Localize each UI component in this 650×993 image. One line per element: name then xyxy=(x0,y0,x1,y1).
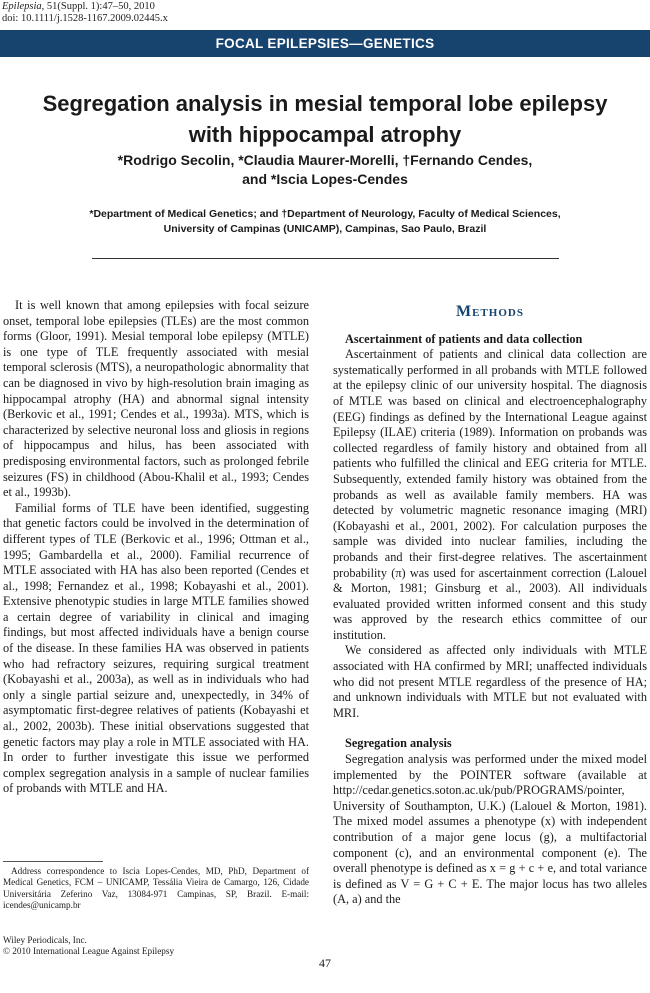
section-gap xyxy=(333,721,647,736)
journal-name: Epilepsia xyxy=(2,1,42,12)
affiliation-line-1: *Department of Medical Genetics; and †Department of Neurology, Faculty of Medical Sciences, xyxy=(89,208,561,220)
copyright-line: © 2010 International League Against Epilepsy xyxy=(3,946,175,957)
footnote-divider xyxy=(3,861,103,862)
authors-line-1: *Rodrigo Secolin, *Claudia Maurer-Morelli, †Fernando Cendes, xyxy=(117,152,533,168)
publisher-line: Wiley Periodicals, Inc. xyxy=(3,935,87,945)
methods-heading: Methods xyxy=(456,303,524,320)
author-list xyxy=(0,151,650,189)
right-column xyxy=(333,304,647,908)
affiliation-line-2: University of Campinas (UNICAMP), Campinas, Sao Paulo, Brazil xyxy=(163,223,487,235)
correspondence-text: Address correspondence to Iscia Lopes-Cendes, MD, PhD, Department of Medical Genetics, FCM – UNICAMP, Tessália Vieira de Camargo, 126, Cidade Universitária Zeferino Vaz, 13084-971 Campinas, SP, Brazil. E-mail: icendes@unicamp.br xyxy=(3,866,309,911)
affiliation xyxy=(0,207,650,237)
subsection-heading-ascertainment: Ascertainment of patients and data collection xyxy=(345,331,583,346)
publisher-info xyxy=(3,935,174,958)
methods-paragraph-1: Ascertainment of patients and clinical data collection are systematically performed in all probands with MTLE followed at the epilepsy clinic of our university hospital. The diagnosis of MTLE was based on clinical and electroencephalography (EEG) findings as defined by the International League against Epilepsy (ILAE) criteria (1989). Information on probands was collected regardless of family history and obtained from all patients who fulfilled the clinical and EEG criteria for MTLE. Subsequently, extended family history was obtained from the probands as well as available family members. HA was detected by volumetric magnetic resonance imaging (MRI) (Kobayashi et al., 2001, 2002). For calculation purposes the sample was divided into nuclear families, including the probands and their first-degree relatives. The ascertainment probability (π) was used for ascertainment correction (Lalouel & Morton, 1981; Ginsburg et al., 2003). All individuals evaluated provided written informed consent and this study was approved by the research ethics committee of our institution. xyxy=(333,347,647,642)
methods-paragraph-2: We considered as affected only individuals with MTLE associated with HA confirmed by MRI; unaffected individuals who did not present MTLE regardless of the presence of HA; and unknown individuals with MTLE but not evaluated with MRI. xyxy=(333,643,647,720)
title-line-1: Segregation analysis in mesial temporal lobe epilepsy xyxy=(42,91,608,116)
intro-paragraph-2: Familial forms of TLE have been identified, suggesting that genetic factors could be involved in the determination of different types of TLE (Berkovic et al., 1996; Ottman et al., 1995; Gambardella et al., 2000). Familial recurrence of MTLE associated with HA has also been reported (Cendes et al., 1998; Fernandez et al., 1998; Kobayashi et al., 2001). Extensive phenotypic studies in large MTLE families showed a certain degree of variability in clinical and imaging findings, but most affected individuals have a benign course of the disease. In these families HA was observed in patients who had refractory seizures, requiring surgical treatment (Kobayashi et al., 2003a), as well as in individuals who had only a single partial seizure and, unexpectedly, in 34% of asymptomatic first-degree relatives of patients (Kobayashi et al., 2002, 2003b). These initial observations suggested that genetic factors may play a role in MTLE associated with HA. In order to further investigate this issue we performed complex segregation analysis in a sample of nuclear families of probands with MTLE and HA. xyxy=(3,500,309,796)
paper-title xyxy=(0,88,650,150)
title-divider xyxy=(92,258,559,259)
journal-citation xyxy=(2,1,155,13)
intro-paragraph-1: It is well known that among epilepsies with focal seizure onset, temporal lobe epilepsies (TLEs) are the most common forms (Gloor, 1991). Mesial temporal lobe epilepsy (MTLE) is one type of TLE frequently associated with mesial temporal sclerosis (MTS), a neuropathologic abnormality that can be diagnosed in vivo by high-resolution brain imaging as hippocampal atrophy (HA) and abnormal signal intensity (Berkovic et al., 1991; Cendes et al., 1993a). MTS, which is characterized by selective neuronal loss and gliosis in regions of hippocampus and hilus, has been associated with predisposing environmental factors, such as prolonged febrile seizures (FS) in childhood (Abou-Khalil et al., 1993; Cendes et al., 1993b). xyxy=(3,298,309,500)
journal-volume-pages: , 51(Suppl. 1):47–50, 2010 xyxy=(41,1,155,12)
authors-line-2: and *Iscia Lopes-Cendes xyxy=(242,171,408,187)
page-number: 47 xyxy=(319,956,331,970)
section-banner: FOCAL EPILEPSIES—GENETICS xyxy=(0,30,650,57)
segregation-paragraph: Segregation analysis was performed under the mixed model implemented by the POINTER software (available at http://cedar.genetics.soton.ac.uk/pub/PROGRAMS/pointer, University of Southampton, U.K.) (Lalouel & Morton, 1981). The mixed model assumes a phenotype (x) with independent contribution of a major gene locus (g), a multifactorial component (c), and an environmental component (e). The overall phenotype is defined as x = g + c + e, and total variance is defined as V = G + C + E. The major locus has two alleles (A, a) and the xyxy=(333,752,647,907)
subsection-heading-segregation: Segregation analysis xyxy=(345,736,452,751)
title-line-2: with hippocampal atrophy xyxy=(188,122,462,147)
left-column xyxy=(3,298,309,797)
doi-line[interactable]: doi: 10.1111/j.1528-1167.2009.02445.x xyxy=(2,13,168,24)
correspondence-footnote xyxy=(3,866,309,912)
